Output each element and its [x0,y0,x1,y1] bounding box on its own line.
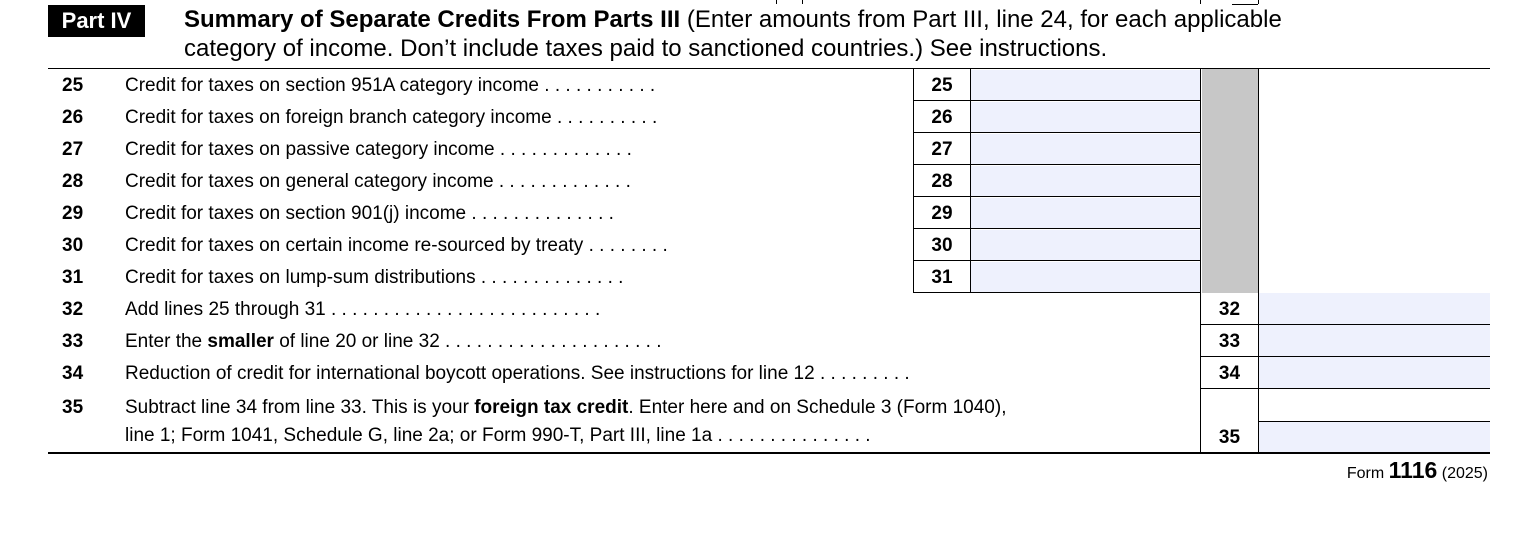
line-label: 30 [931,235,953,256]
line-description [125,298,1190,322]
line-description [125,74,905,98]
line-description-1 [125,396,1190,420]
leader-dots: . . . . . . . . [583,235,668,256]
line-text: Credit for taxes on section 951A category income [125,75,540,96]
top-rule-stub [776,0,777,4]
amount-field-32[interactable] [1259,293,1490,324]
line-label: 27 [931,139,953,160]
row-rule [1200,388,1490,389]
line-number: 34 [62,363,84,384]
line-label: 34 [1218,363,1241,384]
line-number: 25 [62,75,84,96]
leader-dots: . . . . . . . . . . . . . [494,139,632,160]
line-description [125,138,905,162]
line-text-bold: foreign tax credit [474,397,629,418]
line-description-2 [125,424,1190,448]
line-label: 25 [931,75,953,96]
part-title-rest: (Enter amounts from Part III, line 24, for each applicable [680,6,1282,33]
line-number: 26 [62,107,84,128]
line-text-bold: smaller [207,331,274,352]
amount-field-26[interactable] [971,102,1200,132]
line-text: of line 20 or line 32 [273,331,440,352]
header-rule [48,68,1490,69]
line-text: Credit for taxes on general category income [125,171,494,192]
line-text: . Enter here and on Schedule 3 (Form 1040), [628,397,1007,418]
amount-field-34[interactable] [1259,357,1490,388]
line-text: Credit for taxes on certain income re-sourced by treaty [125,235,584,256]
leader-dots: . . . . . . . . . [814,363,910,384]
line-description [125,106,905,130]
part-title-bold: Summary of Separate Credits From Parts III [184,6,681,33]
line-number: 27 [62,139,84,160]
amount-field-29[interactable] [971,198,1200,228]
line-label: 26 [931,107,953,128]
amount-field-25[interactable] [971,70,1200,100]
part-title-line1 [184,5,1504,34]
line-description [125,170,905,194]
line-number: 29 [62,203,84,224]
top-rule-stub [802,0,803,4]
line-number: 33 [62,331,84,352]
row-rule [913,260,1201,261]
form-number: 1116 [1388,457,1438,483]
line-label: 28 [931,171,953,192]
form-year: (2025) [1437,465,1488,482]
line-description [125,234,905,258]
line-number: 31 [62,267,84,288]
leader-dots: . . . . . . . . . . . . . . [466,203,614,224]
line-description [125,202,905,226]
leader-dots: . . . . . . . . . . . . . . . [712,425,871,446]
row-rule [913,196,1201,197]
amount-field-27[interactable] [971,134,1200,164]
amount-field-31[interactable] [971,262,1200,292]
leader-dots: . . . . . . . . . . . . . [493,171,631,192]
row-rule [913,228,1201,229]
top-rule-stub [1258,0,1259,4]
line-text: line 1; Form 1041, Schedule G, line 2a; or Form 990-T, Part III, line 1a [125,425,713,446]
line-number: 32 [62,299,84,320]
line-number: 35 [62,397,84,418]
shaded-column [1202,69,1258,293]
line-label: 29 [931,203,953,224]
leader-dots: . . . . . . . . . . . [539,75,656,96]
amount-field-35[interactable] [1259,422,1490,452]
amount-field-28[interactable] [971,166,1200,196]
leader-dots: . . . . . . . . . . . . . . . . . . . . . [439,331,662,352]
line-text: Subtract line 34 from line 33. This is your [125,397,475,418]
footer-prefix: Form [1346,465,1389,482]
line-label: 31 [931,267,953,288]
row-rule [913,132,1201,133]
row-rule [913,100,1201,101]
leader-dots: . . . . . . . . . . . . . . . . . . . . . . . . . . [325,299,601,320]
part-title [184,5,1504,63]
leader-dots: . . . . . . . . . . [551,107,658,128]
line-text: Credit for taxes on foreign branch category income [125,107,552,128]
line-text: Credit for taxes on lump-sum distributions [125,267,476,288]
part-badge: Part IV [48,5,145,37]
line-text: Credit for taxes on section 901(j) income [125,203,467,224]
form-footer [1347,458,1488,486]
bottom-rule [48,452,1490,454]
amount-field-33[interactable] [1259,325,1490,356]
row-rule [913,292,1201,293]
line-label: 32 [1218,299,1241,320]
line-text: Enter the [125,331,208,352]
right-column-rule [1258,69,1259,453]
line-number: 30 [62,235,84,256]
line-text: Add lines 25 through 31 [125,299,326,320]
line-label: 33 [1218,331,1241,352]
line-description [125,362,1190,386]
line-text: Reduction of credit for international boycott operations. See instructions for line 12 [125,363,815,384]
line-number: 28 [62,171,84,192]
line-label: 35 [1218,427,1241,448]
line-description [125,266,905,290]
line-description [125,330,1190,354]
line-text: Credit for taxes on passive category income [125,139,495,160]
part-title-line2: category of income. Don’t include taxes paid to sanctioned countries.) See instructions. [184,35,1108,62]
row-rule [913,164,1201,165]
leader-dots: . . . . . . . . . . . . . . [475,267,624,288]
top-rule-stub [1200,0,1201,4]
amount-field-30[interactable] [971,230,1200,260]
